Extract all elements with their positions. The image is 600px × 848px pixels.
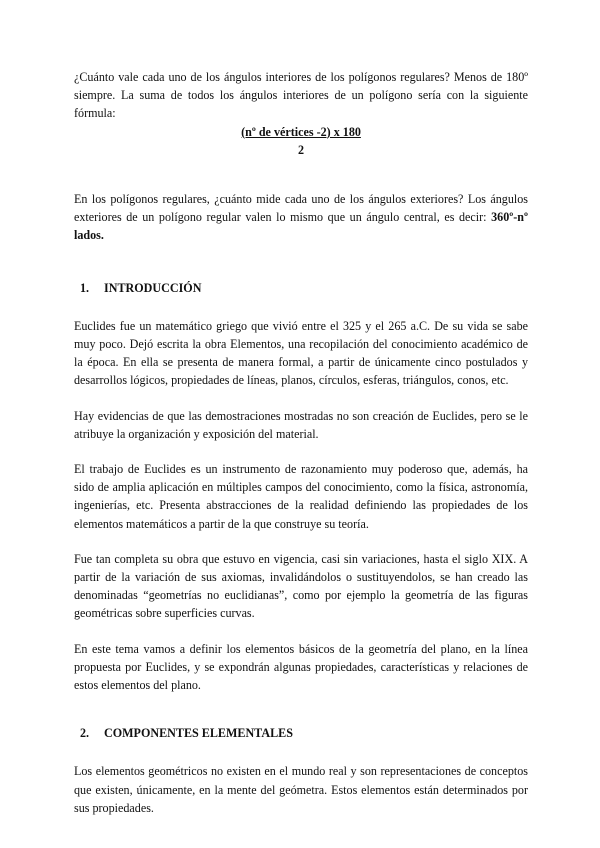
- intro-paragraph: ¿Cuánto vale cada uno de los ángulos interiores de los polígonos regulares? Menos de 180º siempre. La suma de todos los ángulos interiores de un polígono sería con la siguiente fórmula:: [74, 70, 528, 121]
- section-number: 1.: [80, 280, 90, 295]
- paragraph: Los elementos geométricos no existen en el mundo real y son representaciones de conceptos que existen, únicamente, en la mente del geómetra. Estos elementos están determinados por sus propiedades.: [74, 764, 528, 815]
- paragraph: Euclides fue un matemático griego que vivió entre el 325 y el 265 a.C. De su vida se sabe muy poco. Dejó escrita la obra Elementos, una recopilación del conocimiento académico de la época. En ella se presenta de manera formal, a partir de únicamente cinco postulados y desarrollos lógicos, propiedades de líneas, planos, círculos, esferas, triángulos, conos, etc.: [74, 318, 528, 388]
- paragraph: Hay evidencias de que las demostraciones mostradas no son creación de Euclides, pero se le atribuye la organización y exposición del material.: [74, 408, 528, 441]
- section-title: COMPONENTES ELEMENTALES: [104, 726, 293, 741]
- paragraph: El trabajo de Euclides es un instrumento de razonamiento muy poderoso que, además, ha sido de amplia aplicación en múltiples campos del conocimiento, como la física, astronomía, ingenierías, etc. Presenta abstracciones de la realidad definiendo las propiedades de los elementos matemáticos a partir de la que construye su teoría.: [74, 462, 528, 531]
- paragraph: En este tema vamos a definir los elementos básicos de la geometría del plano, en la línea propuesta por Euclides, y se expondrán algunas propiedades, características y relaciones de estos elementos del plano.: [74, 641, 528, 693]
- section-heading-componentes: [74, 724, 528, 742]
- paragraph: Fue tan completa su obra que estuvo en vigencia, casi sin variaciones, hasta el siglo XIX. A partir de la variación de sus axiomas, invalidándolos o sustituyendolos, se han creado las denominadas “geometrías no euclidianas”, como por ejemplo la geometría de las figuras geométricas sobre superficies curvas.: [74, 551, 528, 621]
- formula-denominator: 2: [297, 142, 305, 157]
- exterior-angles-formula: 360º-nº lados.: [74, 210, 528, 243]
- document-page: [74, 68, 528, 817]
- section-title: INTRODUCCIÓN: [104, 280, 202, 295]
- section-heading-introduccion: [74, 279, 528, 297]
- exterior-angles-paragraph: [74, 190, 528, 245]
- section-number: 2.: [80, 726, 90, 741]
- exterior-angles-text: En los polígonos regulares, ¿cuánto mide cada uno de los ángulos exteriores? Los ángulos exteriores de un polígono regular valen lo mismo que un ángulo central, es decir:: [74, 192, 528, 225]
- formula-numerator: (nº de vértices -2) x 180: [241, 124, 361, 139]
